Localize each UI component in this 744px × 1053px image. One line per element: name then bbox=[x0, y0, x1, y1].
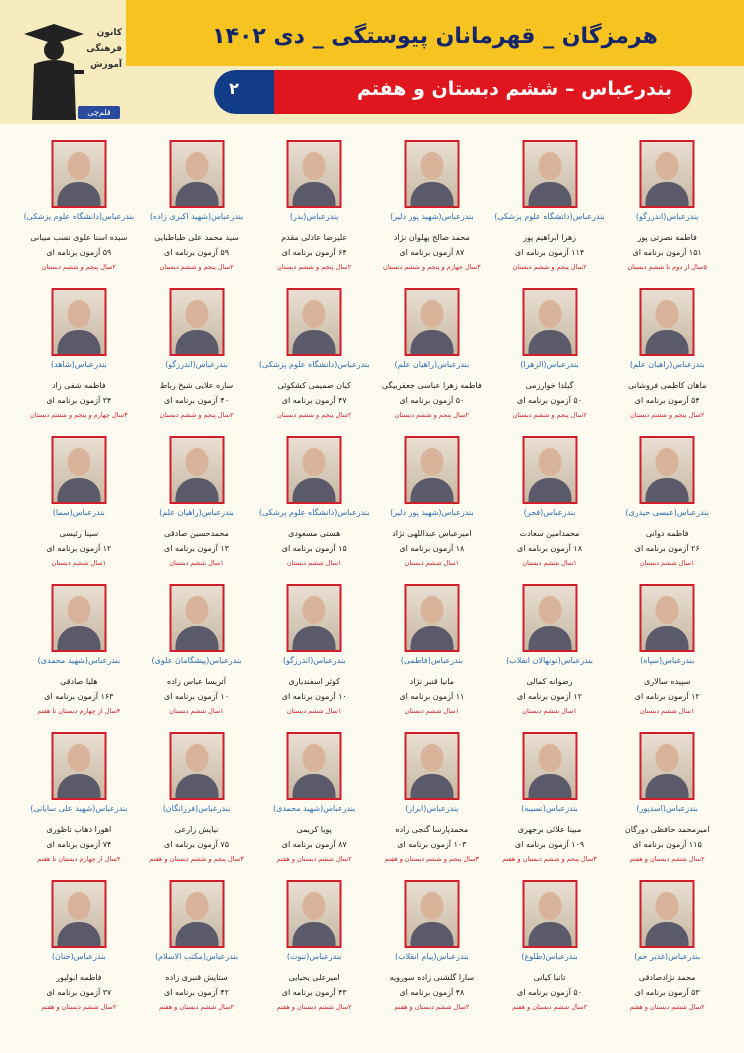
student-card bbox=[20, 284, 138, 432]
student-name: فاطمه نصرتی پور bbox=[637, 233, 697, 242]
student-name: نیایش زارعی bbox=[174, 825, 219, 834]
student-grade-span: ۳سال پنجم و ششم دبستان و هفتم bbox=[502, 855, 597, 863]
student-name: محمد صالح پهلوان نژاد bbox=[393, 233, 470, 242]
student-school: بندرعباس(راهیان علم) bbox=[159, 508, 234, 517]
student-photo bbox=[404, 584, 459, 652]
student-name: ماهان کاظمی فروشانی bbox=[627, 381, 707, 390]
student-school: بندرعباس(طلوع) bbox=[521, 952, 578, 961]
student-photo bbox=[522, 140, 577, 208]
student-exam-count: ۵۰ آزمون برنامه ای bbox=[517, 396, 582, 405]
student-photo bbox=[522, 436, 577, 504]
student-exam-count: ۵۹ آزمون برنامه ای bbox=[164, 248, 229, 257]
student-card bbox=[608, 728, 726, 876]
student-photo bbox=[287, 732, 342, 800]
student-card bbox=[608, 432, 726, 580]
student-photo bbox=[640, 140, 695, 208]
student-card bbox=[255, 284, 373, 432]
student-card bbox=[138, 136, 256, 284]
student-card bbox=[255, 876, 373, 1024]
student-name: ستایش قنبری زاده bbox=[165, 973, 228, 982]
student-photo bbox=[640, 880, 695, 948]
student-exam-count: ۴۰ آزمون برنامه ای bbox=[164, 396, 229, 405]
student-card bbox=[255, 580, 373, 728]
student-card bbox=[138, 432, 256, 580]
student-card bbox=[491, 284, 609, 432]
student-photo bbox=[404, 288, 459, 356]
student-name: امیرمحمد حافظی دورگان bbox=[624, 825, 710, 834]
student-school: بندرعباس(اسدپور) bbox=[636, 804, 699, 813]
student-exam-count: ۸۷ آزمون برنامه ای bbox=[281, 840, 347, 849]
student-grade-span: ۲سال پنجم و ششم دبستان bbox=[512, 263, 587, 271]
student-exam-count: ۳۴ آزمون برنامه ای bbox=[46, 396, 112, 405]
student-grade-span: ۲سال پنجم و ششم دبستان bbox=[277, 263, 352, 271]
student-name: فاطمه شفی زاد bbox=[51, 381, 106, 390]
student-school: بندرعباس(نسیبه) bbox=[521, 804, 578, 813]
student-name: فاطمه زهرا عباسی جعفربیگی bbox=[381, 381, 482, 390]
student-exam-count: ۲۶ آزمون برنامه ای bbox=[634, 544, 700, 553]
student-name: مبینا علائی برجهری bbox=[517, 825, 582, 834]
student-card bbox=[20, 136, 138, 284]
student-grade-span: ۱سال ششم دبستان bbox=[51, 559, 107, 567]
student-school: بندرعباس(فاطمی) bbox=[400, 656, 463, 665]
student-grade-span: ۱سال ششم دبستان bbox=[639, 559, 695, 567]
student-photo bbox=[404, 880, 459, 948]
student-name: پویا کریمی bbox=[296, 825, 332, 834]
student-name: سارا گلشنی زاده سورویه bbox=[389, 973, 475, 982]
student-exam-count: ۱۱ آزمون برنامه ای bbox=[399, 692, 465, 701]
student-photo bbox=[640, 584, 695, 652]
student-card bbox=[608, 136, 726, 284]
student-grade-span: ۳سال پنجم و ششم دبستان و هفتم bbox=[384, 855, 480, 863]
student-name: ساره علایی شیخ رباط bbox=[159, 381, 234, 390]
logo-line-1: کانون bbox=[96, 28, 122, 38]
student-grade-span: ۱سال ششم دبستان bbox=[404, 707, 460, 715]
student-exam-count: ۱۱۴ آزمون برنامه ای bbox=[514, 248, 585, 257]
student-exam-count: ۷۵ آزمون برنامه ای bbox=[164, 840, 229, 849]
student-photo bbox=[51, 584, 106, 652]
student-school: بندرعباس(شهید پور دلیر) bbox=[390, 212, 474, 221]
student-name: سپیده سالاری bbox=[644, 677, 691, 686]
student-grade-span: ۲سال ششم دبستان و هفتم bbox=[512, 1003, 587, 1011]
student-grade-span: ۲سال پنجم و ششم دبستان bbox=[630, 411, 705, 419]
student-card bbox=[138, 580, 256, 728]
student-grade-span: ۲سال پنجم و ششم دبستان bbox=[159, 411, 234, 419]
student-grade-span: ۲سال ششم دبستان و هفتم bbox=[394, 1003, 470, 1011]
student-name: سیده اسنا علوی نسب میبانی bbox=[30, 233, 128, 242]
student-photo bbox=[169, 584, 224, 652]
student-school: بندرعباس(اندرزگو) bbox=[165, 360, 228, 369]
student-exam-count: ۱۲ آزمون برنامه ای bbox=[517, 692, 582, 701]
student-school: بندرعباس(نبوت) bbox=[286, 952, 342, 961]
student-exam-count: ۱۰۳ آزمون برنامه ای bbox=[397, 840, 467, 849]
student-card bbox=[20, 876, 138, 1024]
student-photo bbox=[169, 140, 224, 208]
student-school: بندرعباس(دانشگاه علوم پزشکی) bbox=[494, 212, 605, 221]
logo-line-3: آموزش bbox=[90, 60, 122, 70]
student-grade-span: ۱سال ششم دبستان bbox=[404, 559, 460, 567]
student-exam-count: ۶۴ آزمون برنامه ای bbox=[281, 248, 347, 257]
student-name: علیرضا عادلی مقدم bbox=[281, 233, 348, 242]
student-exam-count: ۱۵۱ آزمون برنامه ای bbox=[632, 248, 702, 257]
student-school: بندرعباس(دانشگاه علوم پزشکی) bbox=[23, 212, 135, 221]
student-exam-count: ۱۱۵ آزمون برنامه ای bbox=[632, 840, 702, 849]
student-card bbox=[373, 136, 491, 284]
logo-line-2: فرهنگی bbox=[86, 44, 122, 54]
student-exam-count: ۸۷ آزمون برنامه ای bbox=[399, 248, 465, 257]
student-grade-span: ۴سال از چهارم دبستان تا هفتم bbox=[37, 855, 121, 863]
student-grade-span: ۲سال ششم دبستان و هفتم bbox=[276, 1003, 352, 1011]
student-school: بندرعباس(دانشگاه علوم پزشکی) bbox=[258, 360, 370, 369]
student-school: بندرعباس(اندرزگو) bbox=[635, 212, 699, 221]
student-name: سید محمد علی طباطبایی bbox=[154, 233, 239, 242]
student-card bbox=[373, 432, 491, 580]
student-grade-span: ۴سال از چهارم دبستان تا هفتم bbox=[37, 707, 121, 715]
student-exam-count: ۱۰۹ آزمون برنامه ای bbox=[514, 840, 585, 849]
student-photo bbox=[287, 436, 342, 504]
student-card bbox=[491, 432, 609, 580]
student-school: بندرعباس(نونهالان انقلاب) bbox=[506, 656, 593, 665]
student-photo bbox=[51, 880, 106, 948]
student-exam-count: ۱۰ آزمون برنامه ای bbox=[164, 692, 229, 701]
student-grade-span: ۲سال پنجم و ششم دبستان bbox=[512, 411, 587, 419]
student-exam-count: ۱۸ آزمون برنامه ای bbox=[399, 544, 465, 553]
student-card bbox=[608, 284, 726, 432]
student-card bbox=[491, 876, 609, 1024]
student-card bbox=[491, 136, 609, 284]
student-photo bbox=[522, 584, 577, 652]
student-photo bbox=[287, 880, 342, 948]
student-grade-span: ۱سال ششم دبستان bbox=[286, 707, 342, 715]
student-grade-span: ۲سال پنجم و ششم دبستان bbox=[159, 263, 234, 271]
student-school: بندرعباس(شهید محمدی) bbox=[272, 804, 356, 813]
student-name: محمدپارسا گنجی زاده bbox=[395, 825, 469, 834]
student-photo bbox=[640, 436, 695, 504]
page-header bbox=[0, 0, 744, 124]
student-card bbox=[373, 580, 491, 728]
student-name: تانیا کیانی bbox=[533, 973, 566, 982]
student-grade-span: ۱سال ششم دبستان bbox=[169, 707, 224, 715]
student-exam-count: ۱۵ آزمون برنامه ای bbox=[281, 544, 347, 553]
student-school: بندرعباس(عیسی حیدری) bbox=[625, 508, 709, 517]
student-grade-span: ۳سال پنجم و ششم دبستان و هفتم bbox=[149, 855, 244, 863]
student-card bbox=[373, 284, 491, 432]
student-grade-span: ۵سال از دوم تا ششم دبستان bbox=[627, 263, 707, 271]
student-card bbox=[138, 728, 256, 876]
student-exam-count: ۵۰ آزمون برنامه ای bbox=[517, 988, 582, 997]
student-school: بندرعباس(سپاه) bbox=[640, 656, 695, 665]
student-photo bbox=[51, 732, 106, 800]
student-grade-span: ۳سال چهارم و پنجم و ششم دبستان bbox=[30, 411, 128, 419]
student-photo bbox=[640, 732, 695, 800]
student-name: آتریسا عباس زاده bbox=[167, 677, 226, 686]
student-photo bbox=[169, 732, 224, 800]
student-school: بندرعباس(پیشگامان علوی) bbox=[151, 656, 242, 665]
page-title: هرمزگان _ قهرمانان پیوستگی _ دی ۱۴۰۲ bbox=[212, 24, 658, 49]
student-name: کوثر اسفندیاری bbox=[288, 677, 340, 686]
student-grade-span: ۱سال ششم دبستان bbox=[522, 559, 577, 567]
student-name: محمدامین سعادت bbox=[519, 529, 580, 538]
student-name: زهرا ابراهیم پور bbox=[522, 233, 577, 242]
student-grade-span: ۲سال ششم دبستان و هفتم bbox=[41, 1003, 117, 1011]
student-school: بندرعباس(شهید پور دلیر) bbox=[390, 508, 474, 517]
student-name: محمد نژادصادقی bbox=[638, 973, 696, 982]
student-exam-count: ۱۶۳ آزمون برنامه ای bbox=[44, 692, 114, 701]
student-name: سینا رئیسی bbox=[59, 529, 99, 538]
student-photo bbox=[51, 288, 106, 356]
student-name: هستی مسعودی bbox=[288, 529, 341, 538]
student-name: امیرعلی یحیایی bbox=[288, 973, 340, 982]
student-card bbox=[20, 580, 138, 728]
student-card bbox=[255, 136, 373, 284]
student-school: بندرعباس(راهیان علم) bbox=[394, 360, 470, 369]
student-exam-count: ۷۴ آزمون برنامه ای bbox=[46, 840, 112, 849]
graduate-icon bbox=[14, 20, 84, 120]
student-grade-span: ۲سال پنجم و ششم دبستان bbox=[394, 411, 469, 419]
student-photo bbox=[404, 140, 459, 208]
student-card bbox=[491, 728, 609, 876]
student-grade-span: ۱سال ششم دبستان bbox=[522, 707, 577, 715]
student-card bbox=[608, 580, 726, 728]
student-exam-count: ۱۰ آزمون برنامه ای bbox=[281, 692, 347, 701]
student-exam-count: ۱۳ آزمون برنامه ای bbox=[164, 544, 229, 553]
student-grade-span: ۱سال ششم دبستان bbox=[286, 559, 342, 567]
student-grade-span: ۲سال ششم دبستان و هفتم bbox=[159, 1003, 234, 1011]
student-card bbox=[373, 876, 491, 1024]
student-photo bbox=[404, 732, 459, 800]
student-school: بندرعباس(بدر) bbox=[289, 212, 339, 221]
student-exam-count: ۵۹ آزمون برنامه ای bbox=[46, 248, 112, 257]
student-school: بندرعباس(شهید محمدی) bbox=[37, 656, 121, 665]
student-name: محمدحسین صادقی bbox=[164, 529, 229, 538]
student-school: بندرعباس(الزهرا) bbox=[520, 360, 579, 369]
student-exam-count: ۴۷ آزمون برنامه ای bbox=[281, 396, 347, 405]
student-grade-span: ۲سال پنجم و ششم دبستان bbox=[41, 263, 116, 271]
student-name: اهورا ذهاب ناظوری bbox=[46, 825, 112, 834]
students-grid bbox=[20, 136, 726, 1036]
page-subtitle: بندرعباس – ششم دبستان و هفتم bbox=[356, 78, 672, 100]
student-grade-span: ۳سال چهارم و پنجم و ششم دبستان bbox=[383, 263, 481, 271]
logo-line-4: قلم‌چی bbox=[78, 106, 120, 119]
student-exam-count: ۴۸ آزمون برنامه ای bbox=[399, 988, 465, 997]
student-exam-count: ۵۴ آزمون برنامه ای bbox=[634, 396, 700, 405]
student-photo bbox=[287, 584, 342, 652]
student-photo bbox=[522, 288, 577, 356]
student-exam-count: ۵۳ آزمون برنامه ای bbox=[634, 988, 700, 997]
student-photo bbox=[169, 288, 224, 356]
student-card bbox=[20, 728, 138, 876]
student-school: بندرعباس(شهید علی سایانی) bbox=[30, 804, 128, 813]
student-photo bbox=[640, 288, 695, 356]
student-card bbox=[138, 284, 256, 432]
student-exam-count: ۴۲ آزمون برنامه ای bbox=[164, 988, 229, 997]
student-photo bbox=[169, 436, 224, 504]
student-name: رضوانه کمالی bbox=[526, 677, 573, 686]
student-name: گیلدا خوارزمی bbox=[525, 381, 574, 390]
student-name: فاطمه ابولپور bbox=[56, 973, 102, 982]
student-school: بندرعباس(پیام انقلاب) bbox=[394, 952, 469, 961]
student-school: بندرعباس(فجر) bbox=[523, 508, 576, 517]
student-school: بندرعباس(فرزانگان) bbox=[162, 804, 231, 813]
student-grade-span: ۲سال پنجم و ششم دبستان bbox=[277, 411, 352, 419]
student-exam-count: ۵۰ آزمون برنامه ای bbox=[399, 396, 465, 405]
student-exam-count: ۱۸ آزمون برنامه ای bbox=[517, 544, 582, 553]
student-photo bbox=[169, 880, 224, 948]
student-exam-count: ۴۳ آزمون برنامه ای bbox=[281, 988, 347, 997]
student-exam-count: ۱۲ آزمون برنامه ای bbox=[634, 692, 700, 701]
student-card bbox=[138, 876, 256, 1024]
student-school: بندرعباس(شهید اکبری زاده) bbox=[149, 212, 244, 221]
student-card bbox=[373, 728, 491, 876]
student-school: بندرعباس(سما) bbox=[52, 508, 105, 517]
student-name: مانیا قنبر نژاد bbox=[409, 677, 455, 686]
student-photo bbox=[287, 288, 342, 356]
student-exam-count: ۱۲ آزمون برنامه ای bbox=[46, 544, 112, 553]
student-card bbox=[491, 580, 609, 728]
student-grade-span: ۲سال ششم دبستان و هفتم bbox=[629, 1003, 705, 1011]
student-photo bbox=[404, 436, 459, 504]
student-school: بندرعباس(غدیر خم) bbox=[634, 952, 701, 961]
student-name: امیرعباس عبداللهی نژاد bbox=[392, 529, 472, 538]
student-name: فاطمه دوانی bbox=[645, 529, 689, 538]
student-card bbox=[20, 432, 138, 580]
student-grade-span: ۱سال ششم دبستان bbox=[639, 707, 695, 715]
student-school: بندرعباس(حنان) bbox=[51, 952, 106, 961]
student-grade-span: ۲سال ششم دبستان و هفتم bbox=[276, 855, 352, 863]
student-school: بندرعباس(اندرزگو) bbox=[282, 656, 346, 665]
student-card bbox=[255, 432, 373, 580]
student-photo bbox=[287, 140, 342, 208]
student-photo bbox=[51, 140, 106, 208]
student-school: بندرعباس(دانشگاه علوم پزشکی) bbox=[258, 508, 370, 517]
student-grade-span: ۲سال ششم دبستان و هفتم bbox=[629, 855, 705, 863]
student-card bbox=[608, 876, 726, 1024]
student-name: کیان صمیمی کشکوئی bbox=[277, 381, 351, 390]
student-photo bbox=[51, 436, 106, 504]
student-card bbox=[255, 728, 373, 876]
student-school: بندرعباس(راهیان علم) bbox=[629, 360, 705, 369]
student-school: بندرعباس(مکتب الاسلام) bbox=[154, 952, 239, 961]
student-school: بندرعباس(ابرار) bbox=[405, 804, 459, 813]
student-school: بندرعباس(شاهد) bbox=[50, 360, 107, 369]
page-number: ۲ bbox=[229, 79, 239, 98]
student-photo bbox=[522, 880, 577, 948]
student-photo bbox=[522, 732, 577, 800]
student-exam-count: ۳۷ آزمون برنامه ای bbox=[46, 988, 112, 997]
student-name: هلیا صادقی bbox=[60, 677, 98, 686]
kanoon-logo bbox=[14, 20, 124, 120]
student-grade-span: ۱سال ششم دبستان bbox=[169, 559, 224, 567]
